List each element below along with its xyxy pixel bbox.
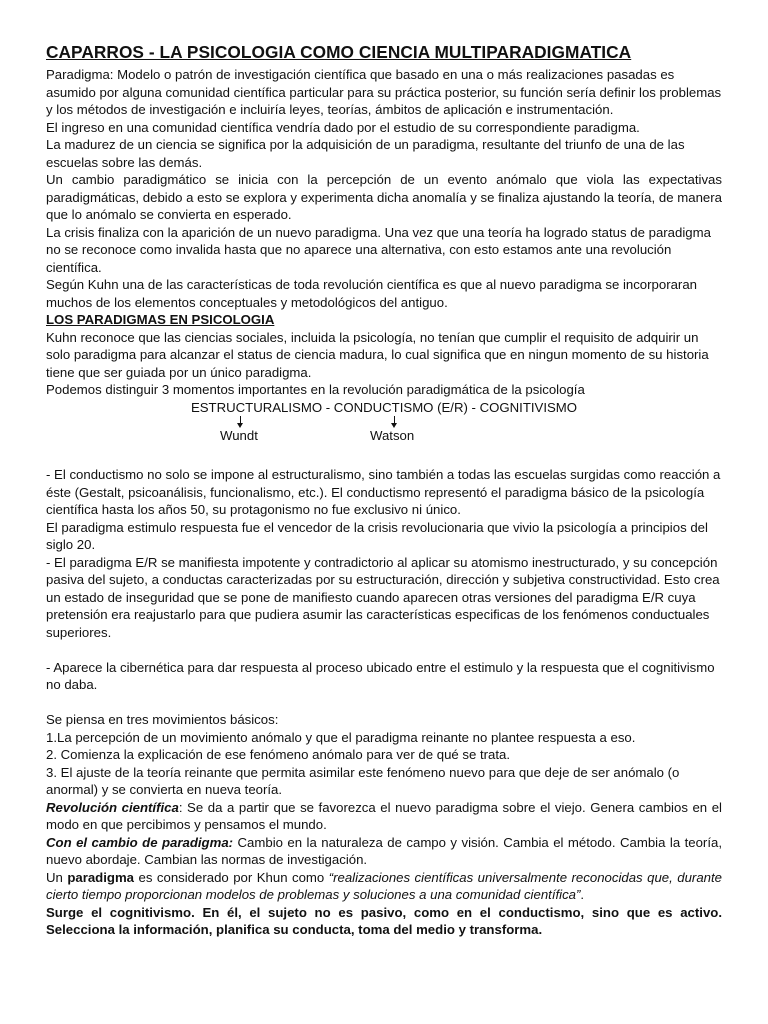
paradigm-sequence: ESTRUCTURALISMO - CONDUCTISMO (E/R) - COGNITIVISMO	[190, 399, 578, 415]
intro-paragraph-3: La madurez de un ciencia se significa por la adquisición de un paradigma, resultante del triunfo de una de las escuelas sobre las demás.	[46, 137, 685, 170]
kuhn-pre: Un	[46, 869, 68, 885]
section-paragraph-2: Podemos distinguir 3 momentos importantes en la revolución paradigmática de la psicología	[46, 382, 585, 397]
closing-paragraph: Surge el cognitivismo. En él, el sujeto no es pasivo, como en el conductismo, sino que es activo. Selecciona la información, planifica su conducta, toma del medio y transforma.	[46, 904, 722, 937]
paradigm-diagram	[46, 399, 722, 449]
revolucion-term: Revolución científica	[46, 799, 179, 815]
document-page	[46, 41, 722, 939]
arrow-left-stem	[240, 416, 241, 423]
document-title: CAPARROS - LA PSICOLOGIA COMO CIENCIA MULTIPARADIGMATICA	[46, 42, 632, 62]
movement-item-1: 1.La percepción de un movimiento anómalo y que el paradigma reinante no plantee respuesta a eso.	[46, 729, 636, 745]
body-paragraph-2: El paradigma estimulo respuesta fue el vencedor de la crisis revolucionaria que vivio la psicología a principios del siglo 20.	[46, 519, 708, 552]
body-paragraph-1: - El conductismo no solo se impone al estructuralismo, sino también a todas las escuelas surgidas como reacción a éste (Gestalt, psicoanálisis, funcionalismo, etc.). El conductismo representó el paradigma básico de la psicología científica hasta los años 50, su protagonismo no fue exclusivo ni único.	[46, 467, 721, 517]
cambio-term: Con el cambio de paradigma:	[46, 834, 234, 850]
section-paragraph-1: Kuhn reconoce que las ciencias sociales, incluida la psicología, no tenían que cumplir el requisito de adquirir un solo paradigma para alcanzar el status de ciencia madura, lo cual significa que en ningun momento de su historia tiene que ser guiada por un único paradigma.	[46, 329, 709, 380]
spacer	[46, 449, 722, 467]
intro-paragraph-6: Según Kuhn una de las características de toda revolución científica es que al nuevo paradigma se incorporaran muchos de los elementos conceptuales y metodológicos del antiguo.	[46, 277, 697, 310]
cambio-paragraph	[46, 834, 722, 869]
spacer	[46, 694, 722, 712]
movement-item-3: 3. El ajuste de la teoría reinante que permita asimilar este fenómeno nuevo para que deje de ser anómalo (o anormal) y se convierta en nueva teoría.	[46, 764, 680, 797]
section-heading: LOS PARADIGMAS EN PSICOLOGIA	[46, 312, 275, 327]
intro-paragraph-2: El ingreso en una comunidad científica vendría dado por el estudio de su correspondiente paradigma.	[46, 119, 640, 135]
revolucion-text: : Se da a partir que se favorezca el nuevo paradigma sobre el viejo. Genera cambios en el modo en que percibimos y pensamos el mundo.	[46, 799, 722, 832]
label-wundt: Wundt	[220, 427, 258, 443]
body-paragraph-cibernetica: - Aparece la cibernética para dar respuesta al proceso ubicado entre el estimulo y la respuesta que el cognitivismo no daba.	[46, 659, 715, 692]
label-watson: Watson	[370, 427, 415, 443]
kuhn-definition	[46, 869, 722, 904]
movement-item-2: 2. Comienza la explicación de ese fenómeno anómalo para ver de qué se trata.	[46, 747, 511, 762]
intro-paragraph-1: Paradigma: Modelo o patrón de investigación científica que basado en una o más realizaciones pasadas es asumido por alguna comunidad científica particular para su práctica posterior, su función sería definir los problemas y los métodos de investigación e incluiría leyes, teorías, ámbitos de aplicación e instrumentación.	[46, 67, 722, 117]
kuhn-mid: es considerado por Khun como	[134, 869, 329, 885]
kuhn-term: paradigma	[67, 869, 135, 885]
arrow-right-stem	[394, 416, 395, 423]
kuhn-end: .	[580, 887, 585, 902]
kuhn-quote: “realizaciones científicas universalmente reconocidas que, durante cierto tiempo proporcionan modelos de problemas y soluciones a una comunidad científica”	[46, 869, 722, 902]
intro-paragraph-4: Un cambio paradigmático se inicia con la percepción de un evento anómalo que viola las expectativas paradigmáticas, debido a esto se explora y experimenta dicha anomalía y se finaliza ajustando la teoría, de manera que lo anómalo se convierta en esperado.	[46, 172, 722, 222]
body-paragraph-3: - El paradigma E/R se manifiesta impotente y contradictorio al aplicar su atomismo inestructurado, y su concepción pasiva del sujeto, a conductas caracterizadas por su estructuración, dirección y subjetiva constructividad. Esto crea un estado de inseguridad que se pone de manifiesto cuando aparecen otras versiones del paradigma E/R cuya pretensión era reajustarlo para que pudiera asumir las características especificas de los fenómenos conductuales superiores.	[46, 554, 720, 640]
movements-intro: Se piensa en tres movimientos básicos:	[46, 712, 279, 727]
intro-paragraph-5: La crisis finaliza con la aparición de un nuevo paradigma. Una vez que una teoría ha logrado status de paradigma no se reconoce como invalida hasta que no aparece una alternativa, con esto estamos ante una revolución científica.	[46, 224, 711, 275]
revolucion-paragraph	[46, 799, 722, 834]
spacer	[46, 641, 722, 659]
cambio-text: Cambio en la naturaleza de campo y visión. Cambia el método. Cambia la teoría, nuevo abordaje. Cambian las normas de investigación.	[46, 834, 722, 867]
